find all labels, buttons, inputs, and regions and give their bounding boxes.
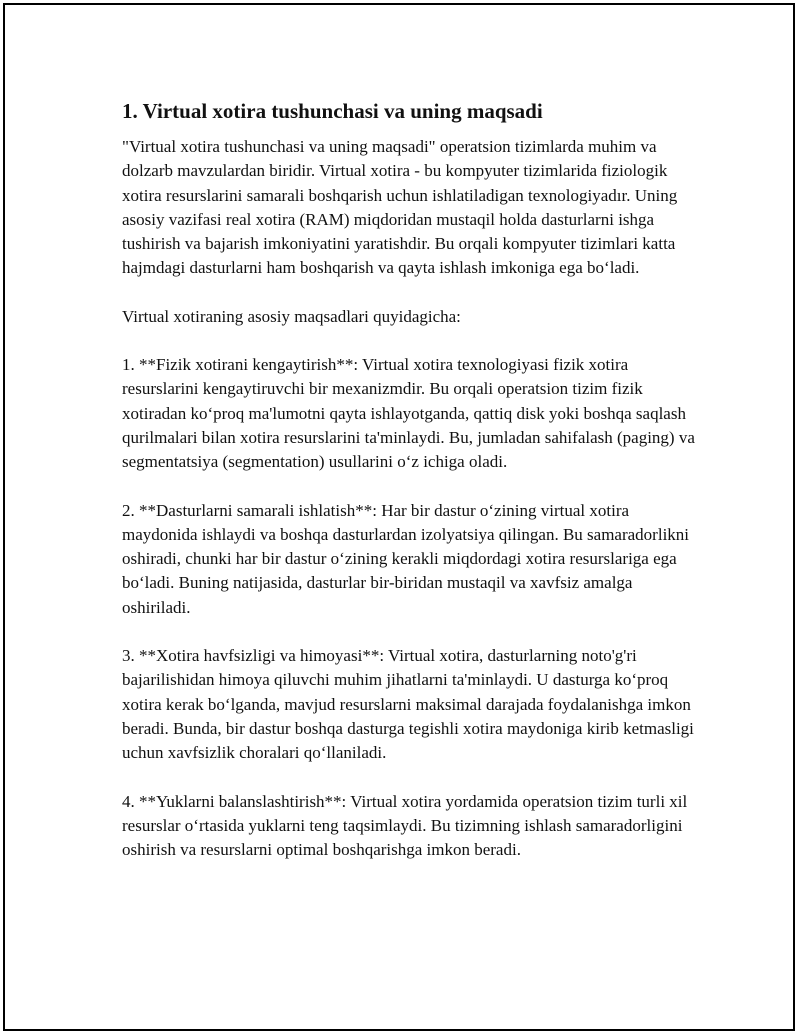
goal-item-4: 4. **Yuklarni balanslashtirish**: Virtual xotira yordamida operatsion tizim turli xil resurslar o‘rtasida yuklarni teng taqsimlaydi. Bu tizimning ishlash samaradorligini oshirish va resurslarni optimal boshqarishga imkon beradi. xyxy=(122,791,688,860)
goal-item-3: 3. **Xotira havfsizligi va himoyasi**: Virtual xotira, dasturlarning noto'g'ri bajarilishidan himoya qiluvchi muhim jihatlarni ta'minlaydi. U dasturga ko‘proq xotira kerak bo‘lganda, mavjud resurslarni maksimal darajada foydalanishga imkon beradi. Bunda, bir dastur boshqa dasturga tegishli xotira maydoniga kirib ketmasligi uchun xavfsizlik choralari qo‘llaniladi. xyxy=(122,646,694,763)
page-frame xyxy=(3,3,795,1031)
goals-intro-paragraph: Virtual xotiraning asosiy maqsadlari quyidagicha: xyxy=(122,306,461,326)
document-body xyxy=(122,97,702,862)
section-heading: 1. Virtual xotira tushunchasi va uning maqsadi xyxy=(122,99,543,123)
goal-item-1: 1. **Fizik xotirani kengaytirish**: Virtual xotira texnologiyasi fizik xotira resurslarini kengaytiruvchi bir mexanizmdir. Bu orqali operatsion tizim fizik xotiradan ko‘proq ma'lumotni qayta ishlayotganda, qattiq disk yoki boshqa saqlash qurilmalari bilan xotira resurslarini ta'minlaydi. Bu, jumladan sahifalash (paging) va segmentatsiya (segmentation) usullarini o‘z ichiga oladi. xyxy=(122,355,695,472)
intro-paragraph: "Virtual xotira tushunchasi va uning maqsadi" operatsion tizimlarda muhim va dolzarb mavzulardan biridir. Virtual xotira - bu kompyuter tizimlarida fiziologik xotira resurslarini samarali boshqarish uchun ishlatiladigan texnologiyadır. Uning asosiy vazifasi real xotira (RAM) miqdoridan mustaqil holda dasturlarni ishga tushirish va bajarish imkoniyatini yaratishdir. Bu orqali kompyuter tizimlari katta hajmdagi dasturlarni ham boshqarish va qayta ishlash imkoniga ega bo‘ladi. xyxy=(122,137,678,278)
goal-item-2: 2. **Dasturlarni samarali ishlatish**: Har bir dastur o‘zining virtual xotira maydonida ishlaydi va boshqa dasturlardan izolyatsiya qilingan. Bu samaradorlikni oshiradi, chunki har bir dastur o‘zining kerakli miqdordagi xotira resurslariga ega bo‘ladi. Buning natijasida, dasturlar bir-biridan mustaqil va xavfsiz amalga oshiriladi. xyxy=(122,500,690,617)
